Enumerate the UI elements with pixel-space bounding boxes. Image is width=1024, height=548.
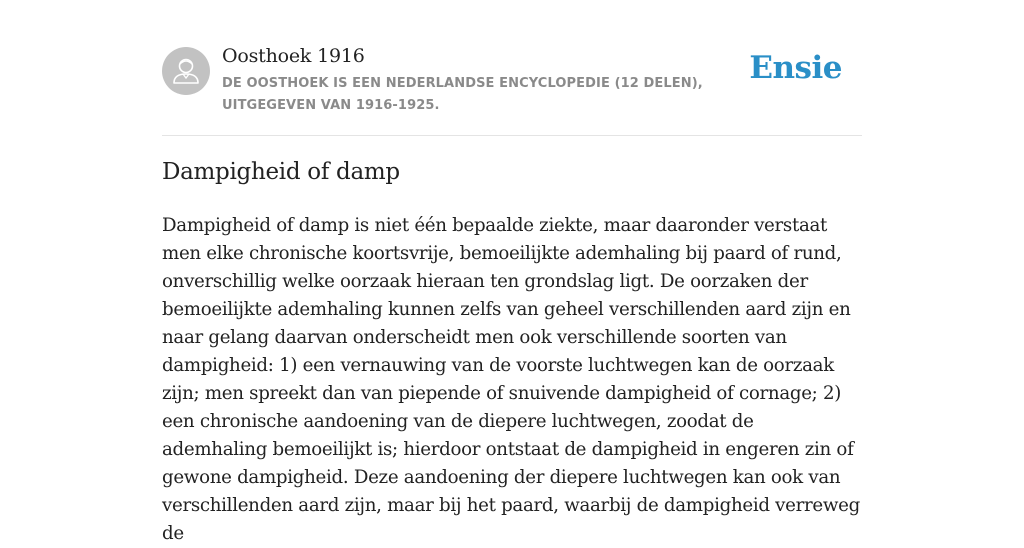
article-title: Dampigheid of damp	[162, 159, 400, 185]
source-name[interactable]: Oosthoek 1916	[222, 45, 365, 67]
user-silhouette-icon	[162, 47, 210, 95]
avatar[interactable]	[162, 47, 210, 95]
brand-logo[interactable]: Ensie	[749, 50, 842, 86]
page	[162, 0, 862, 544]
source-description: DE OOSTHOEK IS EEN NEDERLANDSE ENCYCLOPEDIE (12 DELEN), UITGEGEVEN VAN 1916-1925.	[222, 76, 703, 113]
source-header	[162, 0, 862, 136]
article-body: Dampigheid of damp is niet één bepaalde ziekte, maar daaronder verstaat men elke chronische koortsvrije, bemoeilijkte ademhaling bij paard of rund, onverschillig welke oorzaak hieraan ten grondslag ligt. De oorzaken der bemoeilijkte ademhaling kunnen zelfs van geheel verschillenden aard zijn en naar gelang daarvan onderscheidt men ook verschillende soorten van dampigheid: 1) een vernauwing van de voorste luchtwegen kan de oorzaak zijn; men spreekt dan van piepende of snuivende dampigheid of cornage; 2) een chronische aandoening van de diepere luchtwegen, zoodat de ademhaling bemoeilijkt is; hierdoor ontstaat de dampigheid in engeren zin of gewone dampigheid. Deze aandoening der diepere luchtwegen kan ook van verschillenden aard zijn, maar bij het paard, waarbij de dampigheid verreweg de	[162, 215, 860, 544]
